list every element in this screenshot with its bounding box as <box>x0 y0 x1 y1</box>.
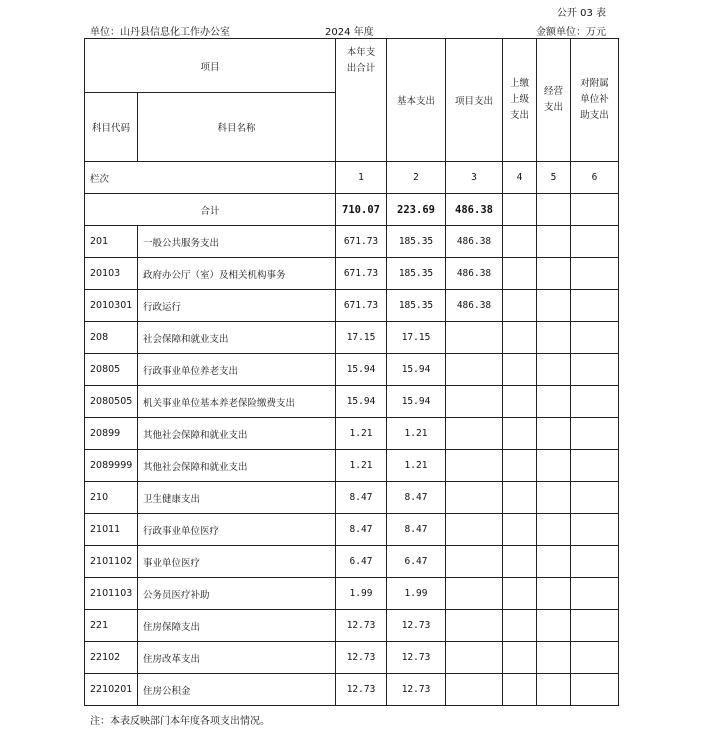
table-row <box>85 386 619 418</box>
row-name: 事业单位医疗 <box>138 546 336 578</box>
column-number: 1 <box>336 162 387 194</box>
empty-cell <box>571 674 619 706</box>
superior-header-line2: 上级 <box>509 94 529 105</box>
row-total: 12.73 <box>336 610 387 642</box>
empty-cell <box>571 354 619 386</box>
empty-cell <box>571 226 619 258</box>
empty-cell <box>537 610 571 642</box>
empty-cell <box>503 322 537 354</box>
row-code: 201 <box>85 226 138 258</box>
empty-cell <box>571 194 619 226</box>
empty-cell <box>503 578 537 610</box>
currency-unit: 金额单位：万元 <box>536 27 606 38</box>
subsidy-header-line2: 单位补 <box>580 94 609 105</box>
basic-header: 基本支出 <box>387 39 446 162</box>
column-number: 6 <box>571 162 619 194</box>
row-project <box>446 674 503 706</box>
row-basic: 15.94 <box>387 354 446 386</box>
superior-header-line1: 上缴 <box>509 78 529 89</box>
row-code: 208 <box>85 322 138 354</box>
total-header <box>336 39 387 162</box>
empty-cell <box>503 482 537 514</box>
operating-header-line1: 经营 <box>543 86 563 97</box>
empty-cell <box>537 546 571 578</box>
row-total: 8.47 <box>336 482 387 514</box>
row-code: 20805 <box>85 354 138 386</box>
row-name: 其他社会保障和就业支出 <box>138 450 336 482</box>
row-project <box>446 642 503 674</box>
row-total: 6.47 <box>336 546 387 578</box>
row-total: 671.73 <box>336 258 387 290</box>
row-name: 机关事业单位基本养老保险缴费支出 <box>138 386 336 418</box>
row-project <box>446 546 503 578</box>
empty-cell <box>537 258 571 290</box>
row-name: 公务员医疗补助 <box>138 578 336 610</box>
expenditure-table <box>84 38 619 706</box>
row-project <box>446 386 503 418</box>
row-name: 住房保障支出 <box>138 610 336 642</box>
empty-cell <box>503 610 537 642</box>
empty-cell <box>537 514 571 546</box>
row-project <box>446 482 503 514</box>
table-row <box>85 290 619 322</box>
row-project <box>446 322 503 354</box>
table-row <box>85 546 619 578</box>
row-name: 社会保障和就业支出 <box>138 322 336 354</box>
row-code: 2080505 <box>85 386 138 418</box>
empty-cell <box>571 514 619 546</box>
project-header: 项目 <box>85 39 336 93</box>
row-name: 住房公积金 <box>138 674 336 706</box>
column-number: 2 <box>387 162 446 194</box>
row-name: 其他社会保障和就业支出 <box>138 418 336 450</box>
row-total: 17.15 <box>336 322 387 354</box>
row-total: 671.73 <box>336 290 387 322</box>
total-header-line2: 出合计 <box>346 63 376 74</box>
row-name: 住房改革支出 <box>138 642 336 674</box>
project-exp-header: 项目支出 <box>446 39 503 162</box>
total-row-label: 合计 <box>85 194 336 226</box>
column-number-label: 栏次 <box>85 162 336 194</box>
empty-cell <box>537 226 571 258</box>
empty-cell <box>537 194 571 226</box>
empty-cell <box>503 290 537 322</box>
row-code: 2010301 <box>85 290 138 322</box>
operating-header-line2: 支出 <box>543 102 563 113</box>
table-row <box>85 322 619 354</box>
code-header: 科目代码 <box>85 93 138 162</box>
name-header: 科目名称 <box>138 93 336 162</box>
row-project: 486.38 <box>446 290 503 322</box>
row-total: 12.73 <box>336 674 387 706</box>
column-number: 3 <box>446 162 503 194</box>
row-code: 210 <box>85 482 138 514</box>
operating-header <box>537 39 571 162</box>
empty-cell <box>503 514 537 546</box>
row-basic: 12.73 <box>387 610 446 642</box>
empty-cell <box>537 354 571 386</box>
empty-cell <box>537 482 571 514</box>
superior-header-line3: 支出 <box>509 110 529 121</box>
row-code: 20899 <box>85 418 138 450</box>
row-basic: 12.73 <box>387 674 446 706</box>
row-project <box>446 354 503 386</box>
row-total: 1.99 <box>336 578 387 610</box>
row-basic: 6.47 <box>387 546 446 578</box>
empty-cell <box>571 258 619 290</box>
row-basic: 185.35 <box>387 290 446 322</box>
empty-cell <box>537 450 571 482</box>
empty-cell <box>503 226 537 258</box>
table-row <box>85 514 619 546</box>
subsidy-header-line3: 助支出 <box>580 110 609 121</box>
empty-cell <box>571 386 619 418</box>
table-row <box>85 674 619 706</box>
empty-cell <box>503 450 537 482</box>
row-code: 2101103 <box>85 578 138 610</box>
row-project <box>446 418 503 450</box>
total-header-line1: 本年支 <box>346 47 376 58</box>
empty-cell <box>537 386 571 418</box>
row-basic: 12.73 <box>387 642 446 674</box>
row-basic: 8.47 <box>387 514 446 546</box>
year-label: 2024 年度 <box>325 27 374 38</box>
subsidy-header-line1: 对附属 <box>580 78 609 89</box>
empty-cell <box>537 578 571 610</box>
row-total: 15.94 <box>336 386 387 418</box>
row-basic: 1.21 <box>387 450 446 482</box>
empty-cell <box>571 450 619 482</box>
row-project <box>446 514 503 546</box>
table-row <box>85 610 619 642</box>
row-name: 卫生健康支出 <box>138 482 336 514</box>
empty-cell <box>537 674 571 706</box>
table-row <box>85 226 619 258</box>
empty-cell <box>571 642 619 674</box>
empty-cell <box>503 674 537 706</box>
row-code: 22102 <box>85 642 138 674</box>
footnote: 注：本表反映部门本年度各项支出情况。 <box>90 716 270 727</box>
row-code: 221 <box>85 610 138 642</box>
row-total: 1.21 <box>336 450 387 482</box>
row-basic: 1.21 <box>387 418 446 450</box>
row-basic: 15.94 <box>387 386 446 418</box>
table-row <box>85 354 619 386</box>
table-code: 公开 03 表 <box>556 8 606 19</box>
total-row-basic: 223.69 <box>387 194 446 226</box>
table-row <box>85 450 619 482</box>
row-name: 一般公共服务支出 <box>138 226 336 258</box>
row-total: 1.21 <box>336 418 387 450</box>
row-total: 671.73 <box>336 226 387 258</box>
empty-cell <box>571 290 619 322</box>
column-number: 4 <box>503 162 537 194</box>
row-basic: 1.99 <box>387 578 446 610</box>
table-row <box>85 578 619 610</box>
empty-cell <box>571 610 619 642</box>
empty-cell <box>537 642 571 674</box>
empty-cell <box>571 418 619 450</box>
empty-cell <box>571 578 619 610</box>
row-project <box>446 610 503 642</box>
empty-cell <box>571 482 619 514</box>
row-basic: 185.35 <box>387 226 446 258</box>
total-row-project: 486.38 <box>446 194 503 226</box>
table-row <box>85 258 619 290</box>
table-row <box>85 642 619 674</box>
subsidy-header <box>571 39 619 162</box>
row-code: 21011 <box>85 514 138 546</box>
row-code: 20103 <box>85 258 138 290</box>
row-basic: 8.47 <box>387 482 446 514</box>
unit-label: 单位：山丹县信息化工作办公室 <box>90 27 230 38</box>
total-row-total: 710.07 <box>336 194 387 226</box>
row-code: 2089999 <box>85 450 138 482</box>
row-code: 2101102 <box>85 546 138 578</box>
empty-cell <box>503 194 537 226</box>
row-project: 486.38 <box>446 258 503 290</box>
superior-header <box>503 39 537 162</box>
row-total: 12.73 <box>336 642 387 674</box>
empty-cell <box>503 418 537 450</box>
empty-cell <box>503 258 537 290</box>
row-project: 486.38 <box>446 226 503 258</box>
column-number: 5 <box>537 162 571 194</box>
row-name: 行政事业单位医疗 <box>138 514 336 546</box>
empty-cell <box>537 290 571 322</box>
row-project <box>446 578 503 610</box>
empty-cell <box>503 386 537 418</box>
row-name: 行政运行 <box>138 290 336 322</box>
row-project <box>446 450 503 482</box>
row-total: 8.47 <box>336 514 387 546</box>
empty-cell <box>571 322 619 354</box>
empty-cell <box>503 642 537 674</box>
empty-cell <box>571 546 619 578</box>
empty-cell <box>503 354 537 386</box>
row-total: 15.94 <box>336 354 387 386</box>
row-name: 政府办公厅（室）及相关机构事务 <box>138 258 336 290</box>
empty-cell <box>537 418 571 450</box>
table-row <box>85 418 619 450</box>
table-row <box>85 482 619 514</box>
empty-cell <box>503 546 537 578</box>
row-basic: 17.15 <box>387 322 446 354</box>
empty-cell <box>537 322 571 354</box>
row-basic: 185.35 <box>387 258 446 290</box>
row-name: 行政事业单位养老支出 <box>138 354 336 386</box>
row-code: 2210201 <box>85 674 138 706</box>
